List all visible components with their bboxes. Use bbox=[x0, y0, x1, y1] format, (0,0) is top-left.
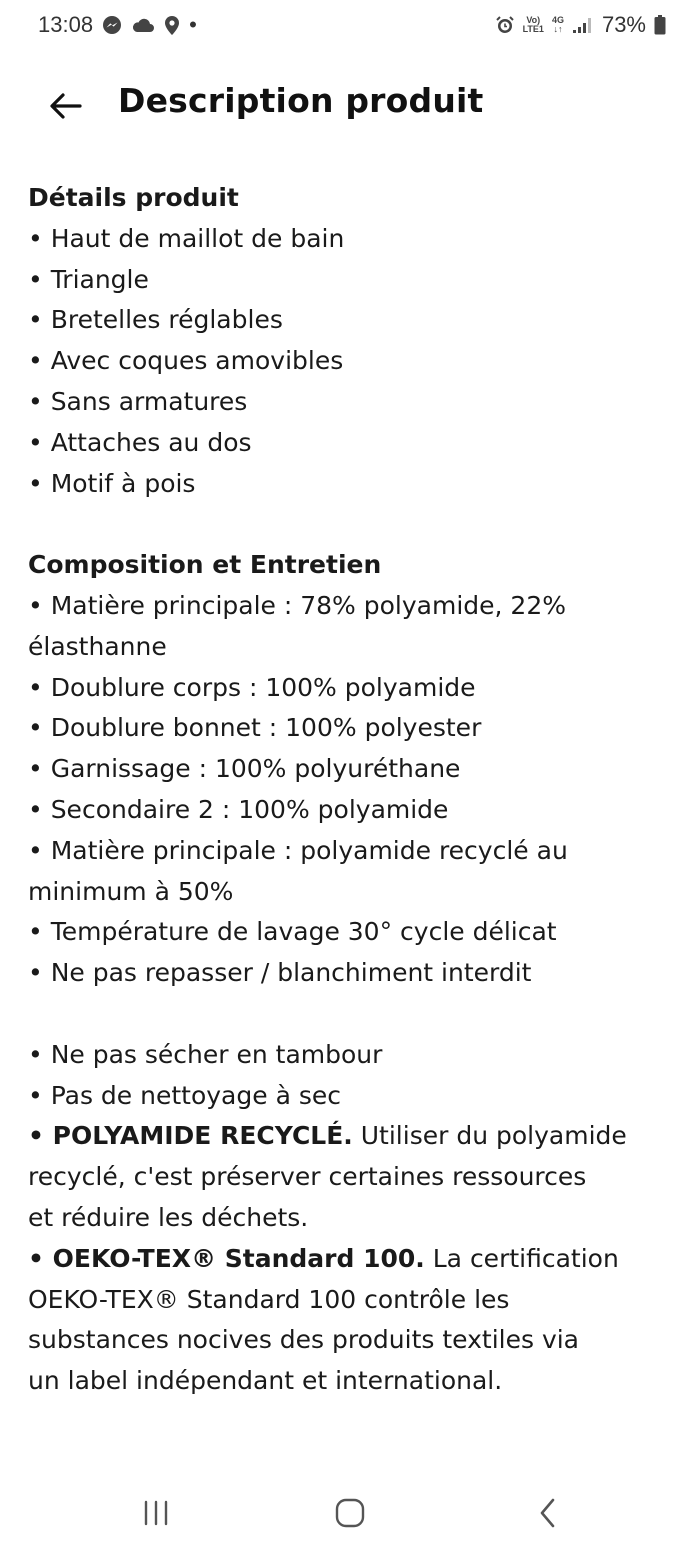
recycled-note-line: recyclé, c'est préserver certaines ressources bbox=[28, 1162, 587, 1192]
composition-item: • Garnissage : 100% polyuréthane bbox=[28, 754, 461, 784]
home-button[interactable] bbox=[320, 1488, 380, 1538]
composition-item: • Température de lavage 30° cycle délicat bbox=[28, 917, 557, 947]
recycled-note-line: et réduire les déchets. bbox=[28, 1202, 309, 1232]
recent-apps-icon bbox=[141, 1498, 171, 1528]
composition-item: • Matière principale : polyamide recyclé au bbox=[28, 835, 568, 865]
app-bar bbox=[0, 70, 700, 140]
signal-icon bbox=[572, 16, 594, 34]
status-left bbox=[38, 12, 197, 38]
home-icon bbox=[334, 1497, 366, 1529]
status-right bbox=[495, 12, 666, 38]
status-bar bbox=[0, 0, 700, 52]
page-title: Description produit bbox=[118, 81, 484, 120]
composition-item: • Matière principale : 78% polyamide, 22% bbox=[28, 590, 566, 620]
details-title: Détails produit bbox=[28, 183, 239, 212]
care-item: • Ne pas sécher en tambour bbox=[28, 1039, 383, 1069]
carrier-bottom: LTE1 bbox=[522, 24, 544, 34]
product-description bbox=[28, 178, 678, 1402]
detail-item: • Attaches au dos bbox=[28, 427, 252, 457]
alarm-icon bbox=[495, 15, 515, 35]
recycled-note bbox=[28, 1116, 678, 1157]
composition-item: • Doublure corps : 100% polyamide bbox=[28, 672, 476, 702]
back-chevron-icon bbox=[537, 1497, 559, 1529]
oeko-note-line: substances nocives des produits textiles via bbox=[28, 1325, 580, 1355]
detail-item: • Haut de maillot de bain bbox=[28, 223, 345, 253]
spacer bbox=[28, 994, 678, 1035]
recycled-note-heading: • POLYAMIDE RECYCLÉ. bbox=[28, 1121, 353, 1151]
oeko-note-text: La certification bbox=[424, 1243, 619, 1273]
recycled-note-text: Utiliser du polyamide bbox=[352, 1121, 627, 1151]
composition-item: • Ne pas repasser / blanchiment interdit bbox=[28, 958, 532, 988]
status-dot: • bbox=[189, 12, 197, 37]
status-time: 13:08 bbox=[38, 12, 94, 37]
composition-item: minimum à 50% bbox=[28, 876, 234, 906]
composition-item: élasthanne bbox=[28, 631, 167, 661]
network-indicator bbox=[552, 16, 564, 34]
messenger-icon bbox=[102, 15, 122, 35]
spacer bbox=[28, 504, 678, 545]
carrier-indicator bbox=[523, 16, 544, 34]
composition-item: • Doublure bonnet : 100% polyester bbox=[28, 713, 482, 743]
detail-item: • Motif à pois bbox=[28, 468, 196, 498]
oeko-note bbox=[28, 1239, 678, 1280]
network-activity: ↓↑ bbox=[553, 24, 563, 34]
detail-item: • Sans armatures bbox=[28, 386, 248, 416]
care-item: • Pas de nettoyage à sec bbox=[28, 1080, 341, 1110]
detail-item: • Bretelles réglables bbox=[28, 305, 283, 335]
arrow-left-icon bbox=[49, 92, 83, 120]
system-back-button[interactable] bbox=[518, 1488, 578, 1538]
location-icon bbox=[164, 15, 180, 36]
battery-icon bbox=[654, 15, 666, 35]
system-navigation-bar bbox=[0, 1470, 700, 1556]
detail-item: • Avec coques amovibles bbox=[28, 346, 344, 376]
oeko-note-line: OEKO-TEX® Standard 100 contrôle les bbox=[28, 1284, 510, 1314]
recent-apps-button[interactable] bbox=[126, 1488, 186, 1538]
oeko-note-line: un label indépendant et international. bbox=[28, 1366, 503, 1396]
composition-title: Composition et Entretien bbox=[28, 550, 382, 580]
oeko-note-heading: • OEKO-TEX® Standard 100. bbox=[28, 1243, 425, 1273]
detail-item: • Triangle bbox=[28, 264, 149, 294]
composition-item: • Secondaire 2 : 100% polyamide bbox=[28, 794, 449, 824]
cloud-icon bbox=[131, 16, 155, 34]
battery-percent: 73% bbox=[601, 12, 646, 37]
carrier-top: Vo) bbox=[526, 15, 541, 25]
back-button[interactable] bbox=[42, 82, 90, 130]
network-type: 4G bbox=[551, 15, 564, 25]
